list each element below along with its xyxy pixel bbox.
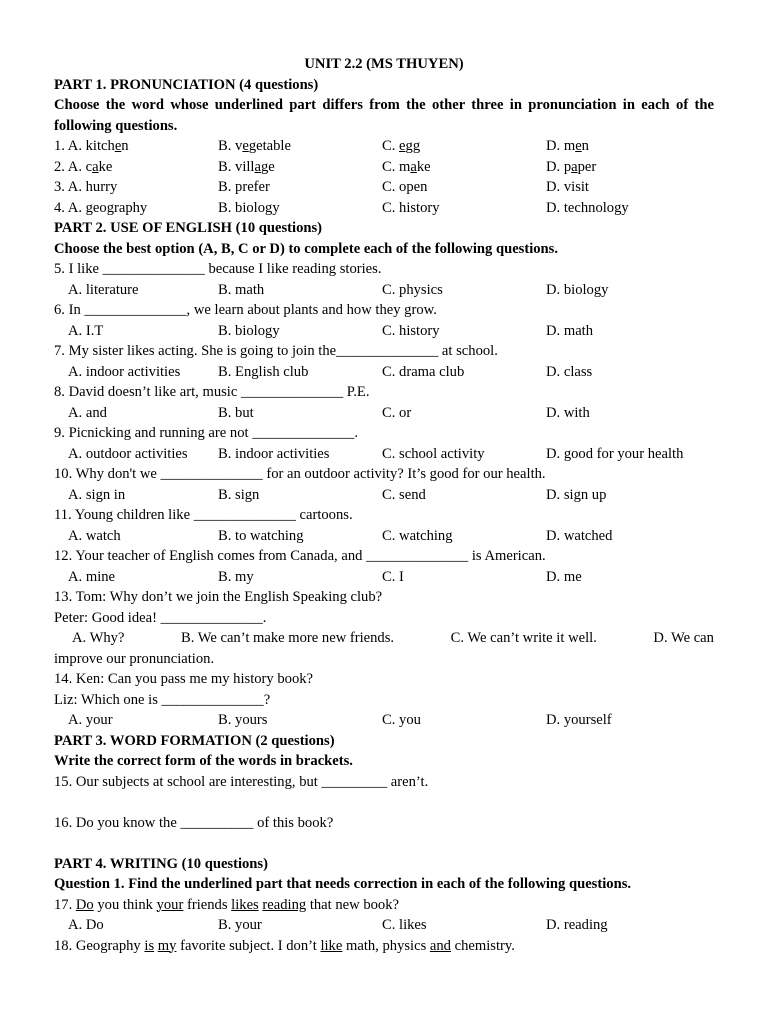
spacer	[54, 833, 714, 854]
q11-option-a: A. watch	[68, 527, 121, 544]
q4-option-c: C. history	[382, 199, 440, 216]
q14-stem-2: Liz: Which one is ______________?	[54, 691, 271, 708]
q13-option-a: A. Why?	[72, 630, 125, 646]
q10-option-b: B. sign	[218, 486, 260, 503]
q14-options	[54, 710, 714, 731]
q9-option-d: D. good for your health	[546, 445, 684, 462]
q13-option-d: D. We can	[653, 630, 714, 646]
q14-option-a: A. your	[68, 712, 113, 728]
q6-option-a: A. I.T	[68, 322, 104, 339]
q7-option-c: C. drama club	[382, 363, 465, 380]
q7-option-b: B. English club	[218, 363, 309, 380]
q17-options	[54, 915, 714, 936]
q12-options	[54, 567, 714, 588]
q3-option-b: B. prefer	[218, 179, 270, 195]
question-2	[54, 157, 714, 178]
q14-option-b: B. yours	[218, 712, 268, 728]
q2-option-b: B. village	[218, 158, 275, 175]
q17-option-b: B. your	[218, 917, 262, 933]
q10-option-a: A. sign in	[68, 486, 126, 503]
q6-option-b: B. biology	[218, 322, 280, 339]
q11-option-d: D. watched	[546, 527, 613, 544]
q5-option-b: B. math	[218, 281, 265, 298]
q3-option-d: D. visit	[546, 179, 589, 195]
q4-option-a: 4. A. geography	[54, 199, 148, 216]
q9-option-c: C. school activity	[382, 445, 485, 462]
q7-option-a: A. indoor activities	[68, 363, 181, 380]
q14-stem-1: 14. Ken: Can you pass me my history book?	[54, 671, 314, 687]
q12-option-b: B. my	[218, 568, 254, 585]
q12-stem: 12. Your teacher of English comes from Canada, and ______________ is American.	[54, 548, 546, 564]
q1-option-a: 1. A. kitchen	[54, 138, 129, 154]
q17-option-d: D. reading	[546, 917, 608, 933]
q8-option-a: A. and	[68, 404, 107, 421]
q13-option-b: B. We can’t make more new friends.	[180, 630, 395, 646]
q11-stem: 11. Young children like ______________ cartoons.	[54, 507, 353, 523]
q2-option-c: C. make	[382, 158, 431, 175]
spacer	[54, 792, 714, 813]
q12-option-d: D. me	[546, 568, 582, 585]
worksheet-title: UNIT 2.2 (MS THUYEN)	[304, 56, 464, 72]
q13-options	[54, 628, 714, 649]
q6-option-c: C. history	[382, 322, 440, 339]
q11-options	[54, 526, 714, 547]
part3-instruction: Write the correct form of the words in brackets.	[54, 753, 353, 769]
q5-option-d: D. biology	[546, 281, 609, 298]
q13-option-d-continued: improve our pronunciation.	[54, 650, 215, 667]
q9-stem: 9. Picnicking and running are not ______________.	[54, 425, 358, 441]
q10-stem: 10. Why don't we ______________ for an outdoor activity? It’s good for our health.	[54, 466, 546, 482]
q13-stem-2: Peter: Good idea! ______________.	[54, 609, 267, 626]
part1-heading: PART 1. PRONUNCIATION (4 questions)	[54, 76, 319, 93]
q6-stem: 6. In ______________, we learn about plants and how they grow.	[54, 302, 437, 318]
question-4	[54, 198, 714, 219]
question-3	[54, 177, 714, 198]
q13-stem-1: 13. Tom: Why don’t we join the English Speaking club?	[54, 589, 383, 605]
q17-stem: 17. Do you think your friends likes reading that new book?	[54, 896, 399, 913]
q5-options	[54, 280, 714, 301]
q9-option-b: B. indoor activities	[218, 445, 330, 462]
q4-option-b: B. biology	[218, 199, 280, 216]
q7-stem: 7. My sister likes acting. She is going to join the______________ at school.	[54, 343, 498, 359]
q9-option-a: A. outdoor activities	[68, 445, 188, 462]
q7-option-d: D. class	[546, 363, 593, 380]
q10-option-d: D. sign up	[546, 486, 607, 503]
q8-option-b: B. but	[218, 404, 254, 421]
q10-option-c: C. send	[382, 486, 426, 503]
q18-stem: 18. Geography is my favorite subject. I don’t like math, physics and chemistry.	[54, 937, 515, 954]
q10-options	[54, 485, 714, 506]
part2-instruction: Choose the best option (A, B, C or D) to complete each of the following questions.	[54, 240, 559, 257]
q8-options	[54, 403, 714, 424]
q4-option-d: D. technology	[546, 199, 629, 216]
q2-option-d: D. paper	[546, 158, 597, 175]
q6-options	[54, 321, 714, 342]
q12-option-c: C. I	[382, 568, 404, 585]
q15: 15. Our subjects at school are interesting, but _________ aren’t.	[54, 773, 429, 790]
q11-option-c: C. watching	[382, 527, 453, 544]
worksheet	[54, 54, 714, 956]
question-1	[54, 136, 714, 157]
q8-option-d: D. with	[546, 404, 590, 421]
q8-option-c: C. or	[382, 404, 412, 421]
q5-option-c: C. physics	[382, 281, 443, 298]
q1-option-c: C. egg	[382, 138, 421, 154]
q17-option-c: C. likes	[382, 917, 427, 933]
part2-heading: PART 2. USE OF ENGLISH (10 questions)	[54, 220, 323, 236]
part4-instruction: Question 1. Find the underlined part that needs correction in each of the following questions.	[54, 876, 632, 892]
q5-option-a: A. literature	[68, 281, 139, 298]
q2-option-a: 2. A. cake	[54, 158, 113, 175]
q6-option-d: D. math	[546, 322, 594, 339]
q11-option-b: B. to watching	[218, 527, 304, 544]
q16: 16. Do you know the __________ of this book?	[54, 814, 334, 831]
q7-options	[54, 362, 714, 383]
q14-option-c: C. you	[382, 712, 421, 728]
q13-option-c: C. We can’t write it well.	[450, 630, 597, 646]
q1-option-d: D. men	[546, 138, 589, 154]
q9-options	[54, 444, 714, 465]
q14-option-d: D. yourself	[546, 712, 612, 728]
part1-instruction: Choose the word whose underlined part differs from the other three in pronunciation in each of the following questions.	[54, 97, 714, 134]
q17-option-a: A. Do	[68, 917, 104, 933]
q8-stem: 8. David doesn’t like art, music ______________ P.E.	[54, 384, 370, 400]
part3-heading: PART 3. WORD FORMATION (2 questions)	[54, 732, 335, 749]
q1-option-b: B. vegetable	[218, 138, 291, 154]
q3-option-c: C. open	[382, 179, 428, 195]
q5-stem: 5. I like ______________ because I like reading stories.	[54, 261, 382, 277]
q12-option-a: A. mine	[68, 568, 116, 585]
q3-option-a: 3. A. hurry	[54, 179, 118, 195]
part4-heading: PART 4. WRITING (10 questions)	[54, 855, 268, 872]
